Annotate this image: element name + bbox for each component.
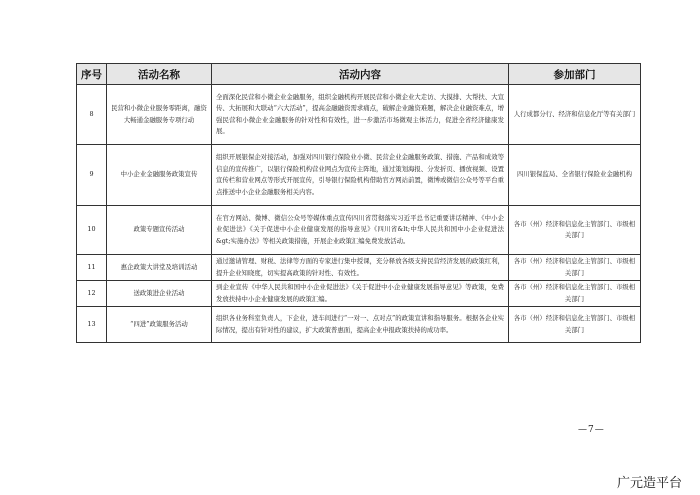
activity-content: 到企业宣传《中华人民共和国中小企业促进法》《关于促进中小企业健康发展指导意见》等政策，免费发放扶持中小企业健康发展的政策汇编。 (212, 281, 509, 307)
row-number: 11 (77, 255, 107, 281)
participating-dept: 四川银保监局、全省银行保险业金融机构 (509, 145, 641, 206)
row-number: 9 (77, 145, 107, 206)
activity-name: 送政策进企业活动 (107, 281, 212, 307)
table-header-row (77, 64, 641, 85)
row-number: 8 (77, 85, 107, 145)
activity-name: “四进”政策服务活动 (107, 307, 212, 343)
row-number: 12 (77, 281, 107, 307)
header-activity-content: 活动内容 (212, 64, 509, 85)
table-row (77, 307, 641, 343)
header-no: 序号 (77, 64, 107, 85)
watermark-text: 广元造平台 (617, 476, 683, 491)
table-row (77, 281, 641, 307)
activity-name: 中小企业金融服务政策宣传 (107, 145, 212, 206)
activity-content: 通过邀请管理、财税、法律等方面的专家进行集中授课，充分释放各级支持民营经济发展的政策红利，提升企业知晓度，切实提高政策的针对性、有效性。 (212, 255, 509, 281)
header-participating-dept: 参加部门 (509, 64, 641, 85)
activity-content: 在官方网站、微博、微信公众号等媒体重点宣传四川省贯彻落实习近平总书记重要讲话精神、《中小企业促进法》《关于促进中小企业健康发展的指导意见》《四川省&lt;中华人民共和国中小企业促进法&gt;实施办法》等相关政策措施，开展企业政策汇编免费发放活动。 (212, 206, 509, 255)
activity-content: 全面深化民营和小微企业金融服务，组织金融机构开展民营和小微企业大走访、大摸排、大帮扶、大宣传、大拓展和大联动“六大活动”，提高金融融资需求痛点，破解企业融资难题，解决企业融资难点，增强民营和小微企业金融服务的针对性和有效性，进一步激活市场微观主体活力，促进全省经济健康发展。 (212, 85, 509, 145)
participating-dept: 各市（州）经济和信息化主管部门、市级相关部门 (509, 307, 641, 343)
participating-dept: 各市（州）经济和信息化主管部门、市级相关部门 (509, 255, 641, 281)
activity-name: 民营和小微企业服务零距离，融资大畅通金融服务专项行动 (107, 85, 212, 145)
activity-content: 组织各业务科室负责人，下企业，进车间进行“一对一、点对点”的政策宣讲和指导服务。根据各企业实际情况，提出有针对性的建议，扩大政策普惠面，提高企业申报政策扶持的成功率。 (212, 307, 509, 343)
table-row (77, 145, 641, 206)
table-row (77, 85, 641, 145)
activity-name: 政策专题宣传活动 (107, 206, 212, 255)
row-number: 10 (77, 206, 107, 255)
participating-dept: 各市（州）经济和信息化主管部门、市级相关部门 (509, 206, 641, 255)
activity-table (76, 63, 641, 343)
activity-name: 惠企政策大讲堂及培训活动 (107, 255, 212, 281)
table-row (77, 255, 641, 281)
activity-content: 组织开展银保企对接活动，加强对四川银行保险业小微、民营企业金融服务政策、措施、产品和成效等信息的宣传推广，以银行保险机构营业网点为宣传主阵地，通过策划海报、分发折页、播放视频、设置宣传栏和营业网点等形式开展宣传，引导银行保险机构借助官方网站前置，微博或微信公众号等平台重点推送中小企业金融服务相关内容。 (212, 145, 509, 206)
table-row (77, 206, 641, 255)
participating-dept: 各市（州）经济和信息化主管部门、市级相关部门 (509, 281, 641, 307)
header-activity-name: 活动名称 (107, 64, 212, 85)
participating-dept: 人行成都分行、经济和信息化厅等有关部门 (509, 85, 641, 145)
page-number: —7— (578, 425, 605, 435)
row-number: 13 (77, 307, 107, 343)
